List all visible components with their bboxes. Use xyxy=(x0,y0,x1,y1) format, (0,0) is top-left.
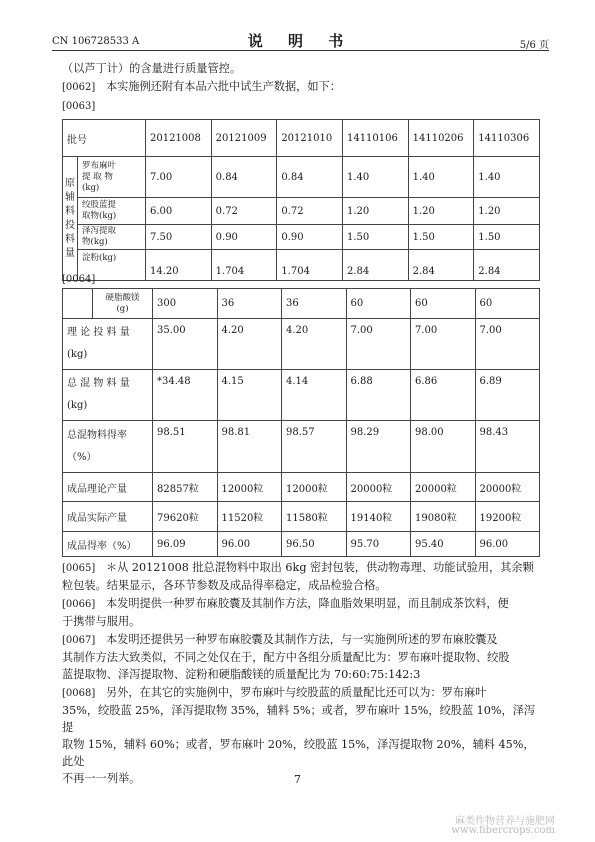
table-row xyxy=(63,157,540,198)
table-row xyxy=(63,421,540,473)
cell-value: 6.88 xyxy=(346,370,411,421)
paragraph-tag: [0068] xyxy=(62,688,96,699)
patent-number: CN 106728533 A xyxy=(52,36,140,47)
cell-value: 20000粒 xyxy=(411,473,476,502)
cell-value: 60 xyxy=(475,289,540,319)
paragraph-0062: [0062] 本实施例还附有本品六批中试生产数据，如下： xyxy=(62,80,341,93)
cell-value: 11580粒 xyxy=(282,502,347,532)
batch-number: 20121009 xyxy=(211,120,277,157)
table-row xyxy=(63,289,540,319)
cell-value: 7.00 xyxy=(346,319,411,370)
cell-value: 96.00 xyxy=(475,532,540,557)
cell-value: 0.84 xyxy=(211,157,277,198)
cell-value: 96.09 xyxy=(153,532,218,557)
cell-value: 0.84 xyxy=(277,157,343,198)
cell-value: 98.00 xyxy=(411,421,476,473)
table-row xyxy=(63,198,540,225)
paragraph-0063 xyxy=(62,97,540,115)
cell-value: 1.20 xyxy=(342,198,408,225)
cell-value: 1.50 xyxy=(342,225,408,250)
raw-material-table xyxy=(62,119,540,281)
row-label: 成品实际产量 xyxy=(63,502,153,532)
cell-value: 7.50 xyxy=(146,225,212,250)
cell-value: 19140粒 xyxy=(346,502,411,532)
cell-value: 0.72 xyxy=(277,198,343,225)
cell-value: 98.57 xyxy=(282,421,347,473)
table-row xyxy=(63,532,540,557)
batch-number: 14110206 xyxy=(408,120,474,157)
batch-number: 14110306 xyxy=(474,120,540,157)
row-label: 淀粉(kg) xyxy=(78,250,146,281)
cell-value: 2.84 xyxy=(342,250,408,281)
paragraph-0066: [0066] 本发明提供一种罗布麻胶囊及其制作方法，降血脂效果明显，而且制成茶饮料，便 于携带与服用。 xyxy=(62,597,509,628)
production-table xyxy=(62,288,540,557)
cell-value: 95.40 xyxy=(411,532,476,557)
paragraph-0064 xyxy=(62,270,540,288)
row-label: 理 论 投 料 量 (kg) xyxy=(63,319,153,370)
cell-value: 98.81 xyxy=(217,421,282,473)
cell-value: 2.84 xyxy=(474,250,540,281)
paragraph-0067: [0067] 本发明还提供另一种罗布麻胶囊及其制作方法，与一实施例所述的罗布麻胶囊及 其制作方法大致类似，不同之处仅在于，配方中各组分质量配比为：罗布麻叶提取物、绞股 蓝提取物、泽泻提取物、淀粉和硬脂酸镁的质量配比为 70:60:75:142:3 xyxy=(62,633,510,681)
cell-value: 1.40 xyxy=(408,157,474,198)
cell-value: 0.90 xyxy=(211,225,277,250)
cell-value: 4.14 xyxy=(282,370,347,421)
row-label: 泽泻提取 物(kg) xyxy=(78,225,146,250)
paragraph-tag: [0063] xyxy=(62,101,96,112)
cell-value: 36 xyxy=(282,289,347,319)
cell-value: 14.20 xyxy=(146,250,212,281)
cell-value: 0.90 xyxy=(277,225,343,250)
cell-value: 7.00 xyxy=(475,319,540,370)
cell-value: 98.43 xyxy=(475,421,540,473)
cell-value: 96.50 xyxy=(282,532,347,557)
cell-value: 60 xyxy=(411,289,476,319)
cell-value: 1.40 xyxy=(342,157,408,198)
paragraph-tag: [0062] xyxy=(62,82,96,93)
cell-value: 4.15 xyxy=(217,370,282,421)
cell-value: 98.29 xyxy=(346,421,411,473)
cell-value: 1.20 xyxy=(408,198,474,225)
paragraph-continuation: （以芦丁计）的含量进行质量管控。 xyxy=(62,62,242,75)
paragraph-0068: [0068] 另外，在其它的实施例中，罗布麻叶与绞股蓝的质量配比还可以为：罗布麻叶 35%，绞股蓝 25%，泽泻提取物 35%，辅料 5%；或者，罗布麻叶 15%，绞股蓝 10%，泽泻提 取物 15%，辅料 60%；或者，罗布麻叶 20%，绞股蓝 15%，泽泻提取物 20%，辅料 45%，此处 不再一一列举。 xyxy=(62,686,536,785)
row-label: 硬脂酸镁 (g) xyxy=(93,289,153,319)
page-header xyxy=(52,28,549,51)
cell-value: 20000粒 xyxy=(346,473,411,502)
row-label: 总 混 物 料 量 (kg) xyxy=(63,370,153,421)
cell-value: 1.50 xyxy=(408,225,474,250)
watermark-title: 麻类作物营养与施肥网 xyxy=(455,816,555,827)
cell-value: 7.00 xyxy=(411,319,476,370)
cell-value: 6.86 xyxy=(411,370,476,421)
cell-value: 7.00 xyxy=(146,157,212,198)
table-row xyxy=(63,319,540,370)
cell-value: 35.00 xyxy=(153,319,218,370)
paragraph-tag: [0066] xyxy=(62,599,96,610)
cell-value: 11520粒 xyxy=(217,502,282,532)
row-label: 总混物料得率 （%） xyxy=(63,421,153,473)
table-row xyxy=(63,370,540,421)
row-label: 绞股蓝提 取物(kg) xyxy=(78,198,146,225)
paragraph-tag: [0065] xyxy=(62,563,96,574)
cell-value: 60 xyxy=(346,289,411,319)
paragraph-tag: [0064] xyxy=(62,274,96,285)
cell-value: 20000粒 xyxy=(475,473,540,502)
row-label: 成品理论产量 xyxy=(63,473,153,502)
page-number: 7 xyxy=(294,773,301,786)
cell-value: 6.89 xyxy=(475,370,540,421)
batch-number: 14110106 xyxy=(342,120,408,157)
cell-value: 6.00 xyxy=(146,198,212,225)
row-label: 罗布麻叶 提 取 物 (kg) xyxy=(78,157,146,198)
cell-value: 79620粒 xyxy=(153,502,218,532)
table-row xyxy=(63,473,540,502)
cell-value: 300 xyxy=(153,289,218,319)
cell-value: 0.72 xyxy=(211,198,277,225)
table-row xyxy=(63,225,540,250)
paragraph-tag: [0067] xyxy=(62,635,96,646)
cell-value: 1.40 xyxy=(474,157,540,198)
cell-value: 1.704 xyxy=(211,250,277,281)
batch-label: 批号 xyxy=(63,120,146,157)
cell-value: 95.70 xyxy=(346,532,411,557)
page-indicator: 5/6 页 xyxy=(519,40,549,51)
cell-value: *34.48 xyxy=(153,370,218,421)
table-header-row xyxy=(63,120,540,157)
cell-value: 1.704 xyxy=(277,250,343,281)
cell-value: 36 xyxy=(217,289,282,319)
watermark-url: www.fibercrops.com xyxy=(451,825,555,836)
group-label: 原辅料投料量 xyxy=(63,157,78,281)
cell-value: 1.20 xyxy=(474,198,540,225)
cell-value: 1.50 xyxy=(474,225,540,250)
document-title: 说 明 书 xyxy=(247,32,354,50)
row-label: 成品得率（%） xyxy=(63,532,153,557)
batch-number: 20121010 xyxy=(277,120,343,157)
cell-value: 12000粒 xyxy=(217,473,282,502)
cell-value: 12000粒 xyxy=(282,473,347,502)
cell-value: 98.51 xyxy=(153,421,218,473)
cell-value: 19200粒 xyxy=(475,502,540,532)
cell-value: 4.20 xyxy=(217,319,282,370)
batch-number: 20121008 xyxy=(146,120,212,157)
paragraph-0065: [0065] ＊从 20121008 批总混物料中取出 6kg 密封包装，供动物毒理、功能试验用，其余颗 粒包装。结果显示，各环节参数及成品得率稳定，成品检验合格。 xyxy=(62,561,534,592)
cell-value: 2.84 xyxy=(408,250,474,281)
cell-value: 4.20 xyxy=(282,319,347,370)
table-row xyxy=(63,502,540,532)
cell-value: 96.00 xyxy=(217,532,282,557)
cell-value: 82857粒 xyxy=(153,473,218,502)
cell-value: 19080粒 xyxy=(411,502,476,532)
